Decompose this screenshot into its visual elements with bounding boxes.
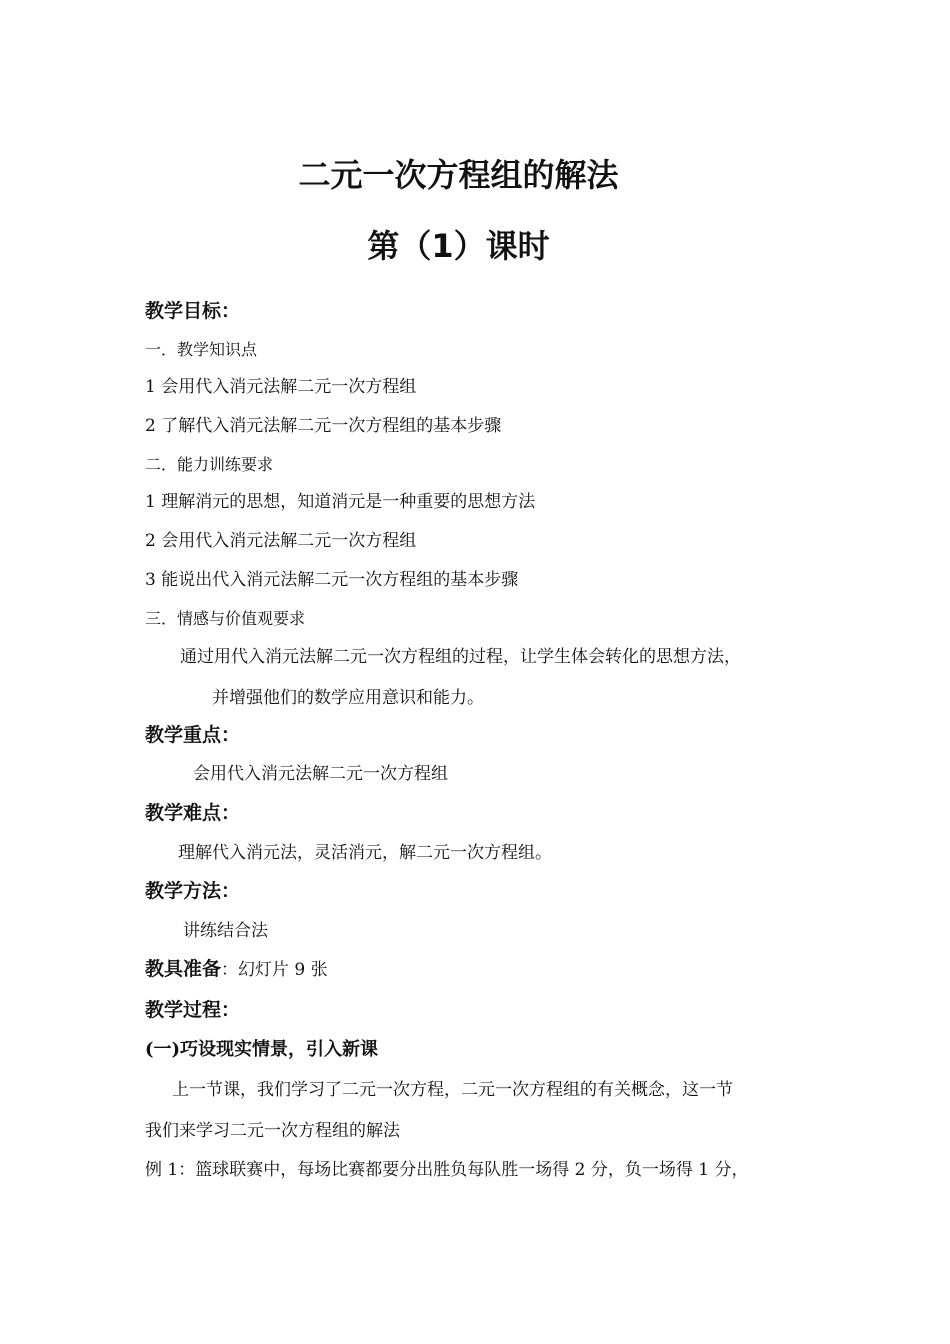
ability-heading: 二．能力训练要求 [145, 455, 274, 474]
values-text: 并增强他们的数学应用意识和能力。 [212, 688, 484, 708]
materials-heading: 教具准备 [145, 958, 222, 980]
process-part1-heading: (一)巧设现实情景，引入新课 [145, 1039, 379, 1060]
document-title: 二元一次方程组的解法 [298, 156, 619, 194]
knowledge-item: 2 了解代入消元法解二元一次方程组的基本步骤 [145, 416, 502, 436]
process-text: 上一节课，我们学习了二元一次方程，二元一次方程组的有关概念，这一节 [172, 1080, 733, 1100]
ability-item: 1 理解消元的思想，知道消元是一种重要的思想方法 [145, 492, 536, 512]
key-point-heading: 教学重点： [145, 724, 241, 746]
difficulty-text: 理解代入消元法，灵活消元，解二元一次方程组。 [178, 843, 552, 863]
process-heading: 教学过程： [145, 999, 241, 1021]
document-subtitle: 第（1）课时 [367, 227, 550, 265]
method-heading: 教学方法： [145, 880, 241, 902]
values-text: 通过用代入消元法解二元一次方程组的过程，让学生体会转化的思想方法， [180, 647, 741, 667]
values-heading: 三．情感与价值观要求 [145, 609, 306, 628]
difficulty-heading: 教学难点： [145, 802, 241, 824]
knowledge-item: 1 会用代入消元法解二元一次方程组 [145, 377, 417, 397]
ability-item: 3 能说出代入消元法解二元一次方程组的基本步骤 [145, 570, 519, 590]
key-point-text: 会用代入消元法解二元一次方程组 [193, 764, 448, 784]
objectives-heading: 教学目标： [145, 300, 241, 322]
ability-item: 2 会用代入消元法解二元一次方程组 [145, 531, 417, 551]
materials-line [145, 956, 328, 983]
process-text: 我们来学习二元一次方程组的解法 [145, 1121, 400, 1141]
knowledge-heading: 一．教学知识点 [145, 340, 258, 359]
materials-text: ：幻灯片 9 张 [221, 960, 328, 980]
example-text: 例 1：篮球联赛中，每场比赛都要分出胜负每队胜一场得 2 分，负一场得 1 分， [145, 1160, 749, 1180]
method-text: 讲练结合法 [183, 921, 268, 941]
